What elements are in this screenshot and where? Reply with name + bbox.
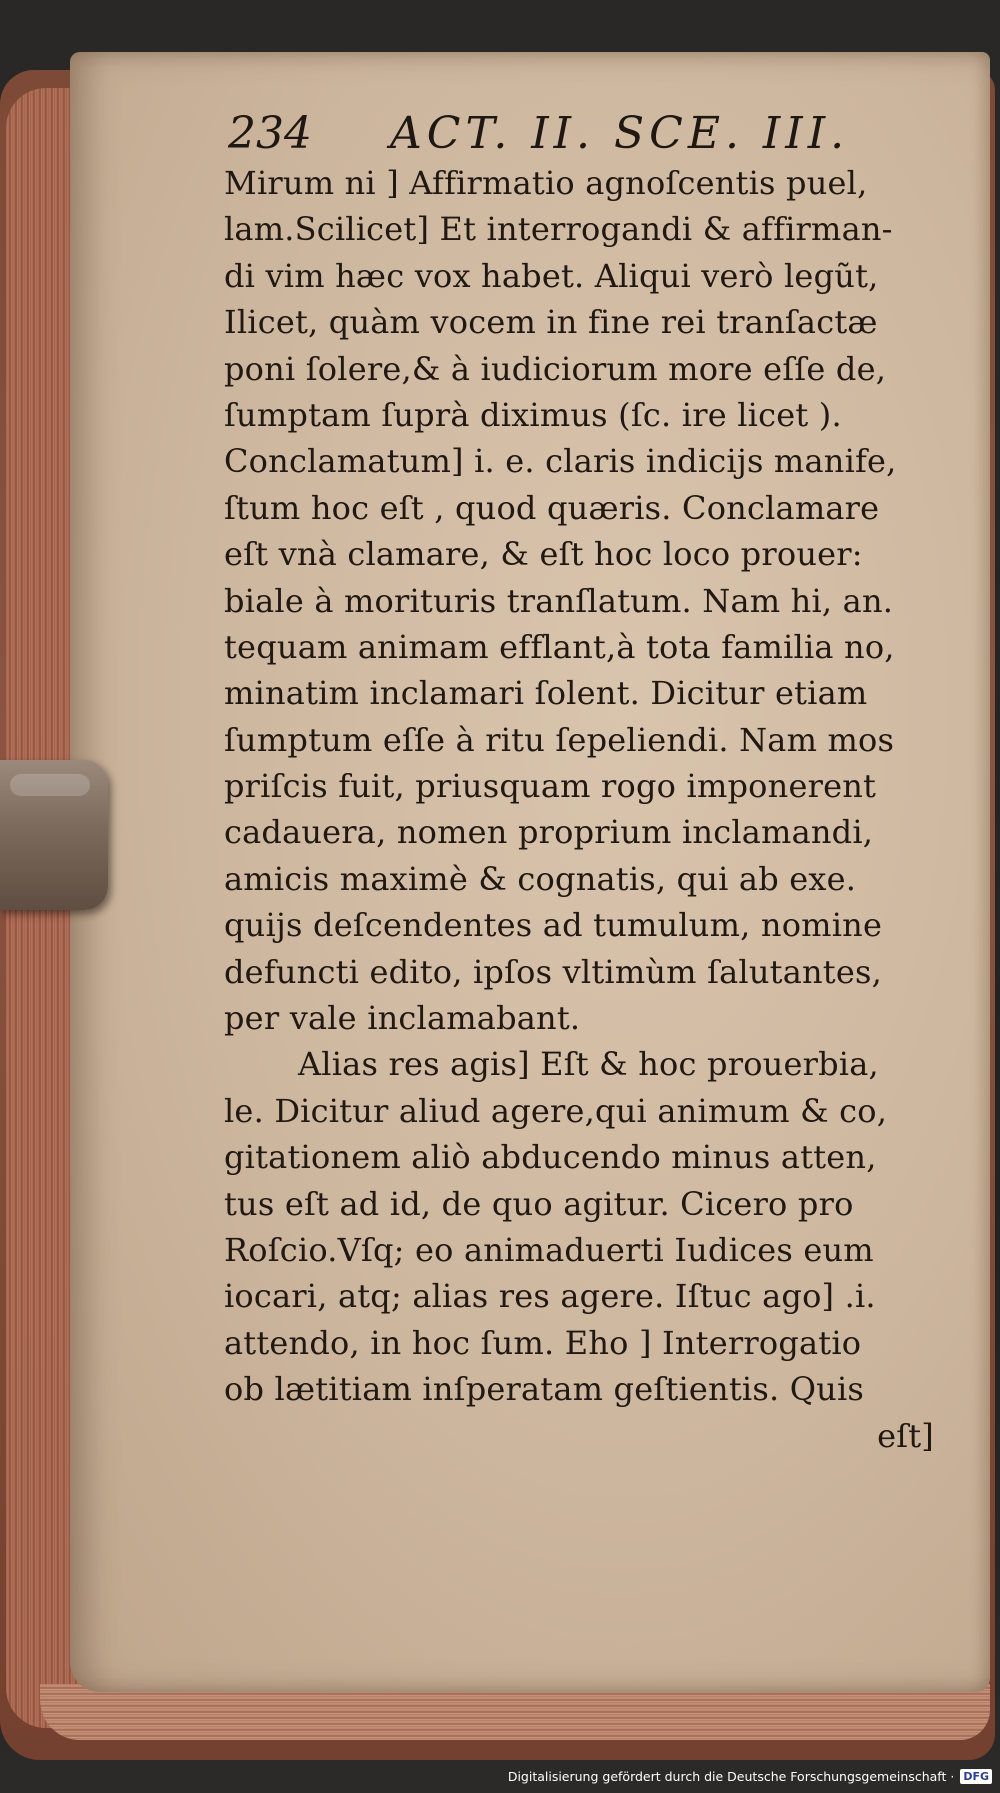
text-line: Ilicet, quàm vocem in fine rei tranſactæ bbox=[224, 303, 878, 342]
text-line: minatim inclamari ſolent. Dicitur etiam bbox=[224, 674, 868, 713]
text-line: gitationem aliò abducendo minus atten, bbox=[224, 1138, 877, 1177]
text-line: Mirum ni ] Affirmatio agnoſcentis puel, bbox=[224, 164, 868, 202]
paragraph-start-line: Alias res agis] Eſt & hoc prouerbia, bbox=[298, 1045, 879, 1084]
text-line: attendo, in hoc ſum. Eho ] Interrogatio bbox=[224, 1323, 862, 1362]
page-stack-bottom bbox=[40, 1684, 990, 1740]
text-line: defuncti edito, ipſos vltimùm ſalutantes, bbox=[224, 952, 882, 991]
page-number: 234 bbox=[228, 108, 312, 159]
text-line: cadauera, nomen proprium inclamandi, bbox=[224, 813, 874, 852]
running-header bbox=[228, 108, 868, 168]
text-line: biale à morituris tranſlatum. Nam hi, an. bbox=[224, 581, 894, 620]
text-line: Conclamatum] i. e. claris indicijs manife, bbox=[224, 442, 897, 481]
text-line: ſtum hoc eſt , quod quæris. Conclamare bbox=[224, 488, 880, 527]
text-line: ſumptam ſuprà diximus (ſc. ire licet ). bbox=[224, 395, 842, 434]
text-line: ſumptum eſſe à ritu ſepeliendi. Nam mos bbox=[224, 720, 895, 759]
catchword: eſt] bbox=[877, 1416, 934, 1455]
text-line: amicis maximè & cognatis, qui ab exe. bbox=[224, 859, 857, 898]
text-line: eſt vnà clamare, & eſt hoc loco prouer: bbox=[224, 535, 863, 574]
text-line: tus eſt ad id, de quo agitur. Cicero pro bbox=[224, 1184, 854, 1223]
text-line: poni ſolere,& à iudiciorum more eſſe de, bbox=[224, 349, 887, 388]
running-title: ACT. II. SCE. III. bbox=[390, 108, 850, 159]
clasp-highlight bbox=[10, 774, 90, 796]
text-line: priſcis fuit, priusquam rogo imponerent bbox=[224, 767, 877, 806]
text-line: le. Dicitur aliud agere,qui animum & co, bbox=[224, 1091, 888, 1130]
text-line: tequam animam efflant,à tota familia no, bbox=[224, 627, 895, 666]
credit-text: Digitalisierung gefördert durch die Deutsche Forschungsgemeinschaft · bbox=[507, 1768, 955, 1784]
text-line: iocari, atq; alias res agere. Iſtuc ago] .i. bbox=[224, 1277, 876, 1316]
clasp-icon bbox=[0, 760, 108, 910]
text-line: ob lætitiam inſperatam geſtientis. Quis bbox=[224, 1370, 865, 1409]
text-block bbox=[224, 160, 944, 1459]
text-line: Roſcio.Vſq; eo animaduerti Iudices eum bbox=[224, 1230, 874, 1269]
text-line: lam.Scilicet] Et interrogandi & affirman- bbox=[224, 210, 893, 249]
text-line: quijs deſcendentes ad tumulum, nomine bbox=[224, 906, 883, 945]
digitization-credit bbox=[508, 1765, 992, 1787]
text-line: per vale inclamabant. bbox=[224, 999, 581, 1038]
text-line: di vim hæc vox habet. Aliqui verò legũt, bbox=[224, 256, 879, 295]
dfg-logo-icon: DFG bbox=[960, 1769, 992, 1784]
